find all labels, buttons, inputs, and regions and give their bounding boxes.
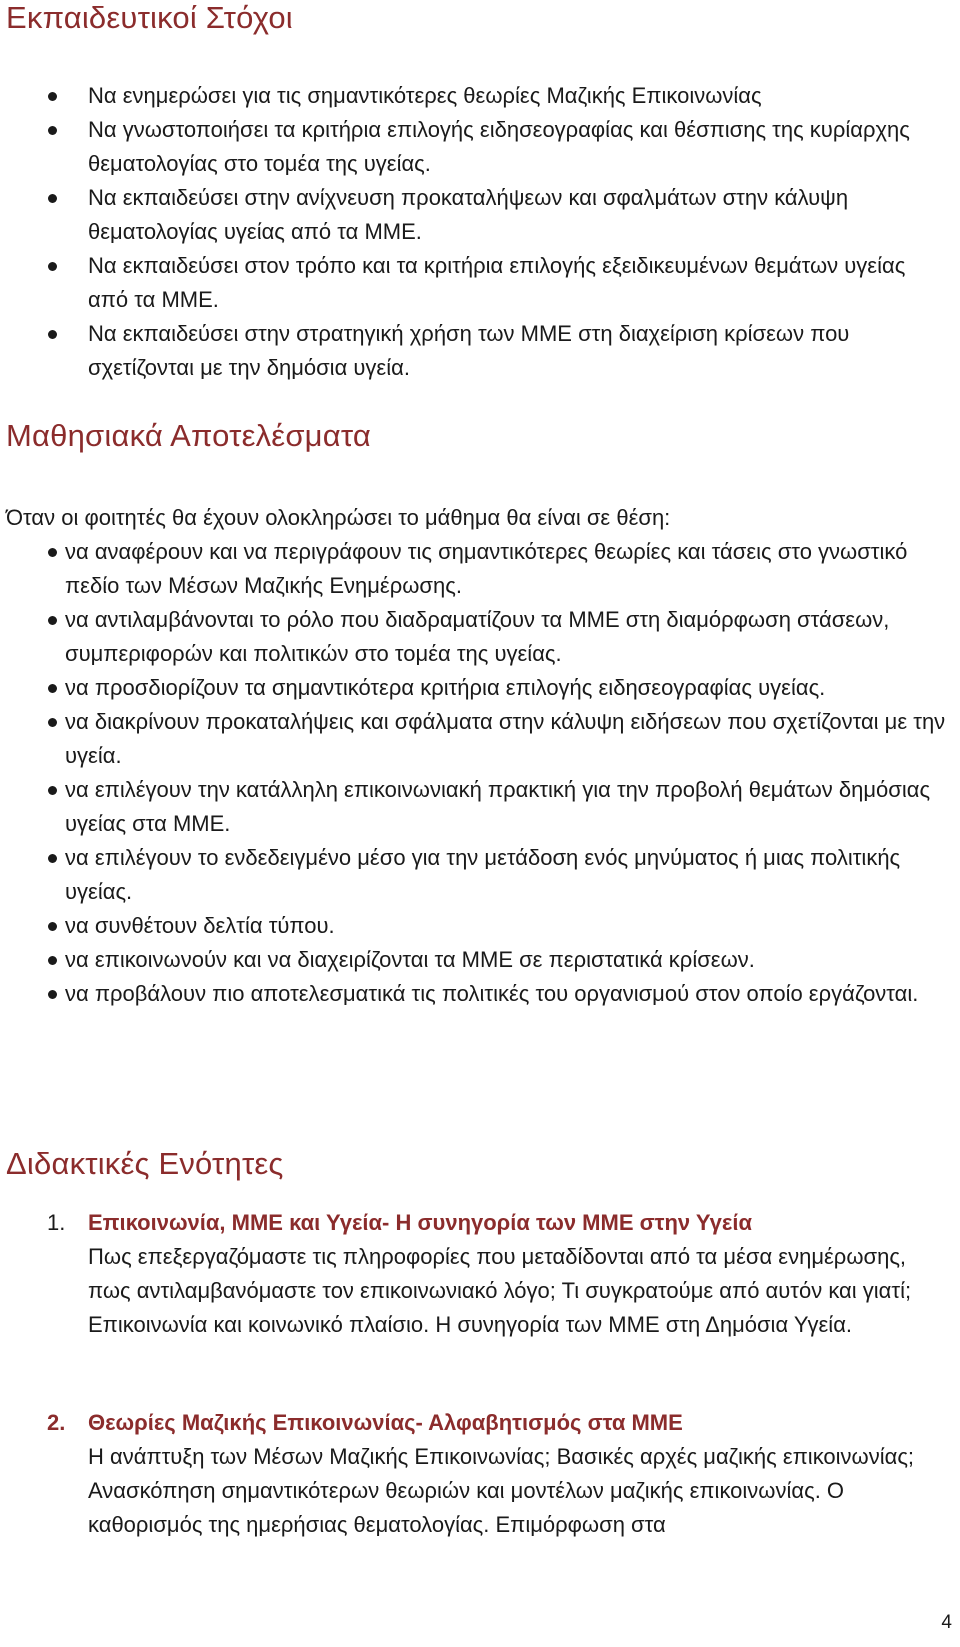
unit-number: 1. — [47, 1210, 66, 1235]
outcomes-list — [65, 535, 955, 1011]
outcomes-heading: Μαθησιακά Αποτελέσματα — [6, 418, 371, 453]
list-item: να επικοινωνούν και να διαχειρίζονται τα ΜΜΕ σε περιστατικά κρίσεων. — [65, 943, 955, 977]
outcomes-intro: Όταν οι φοιτητές θα έχουν ολοκληρώσει το μάθημα θα είναι σε θέση: — [6, 505, 671, 530]
list-item: Να εκπαιδεύσει στην ανίχνευση προκαταλήψεων και σφαλμάτων στην κάλυψη θεματολογίας υγείας από τα ΜΜΕ. — [88, 181, 938, 249]
unit-description: Πως επεξεργαζόμαστε τις πληροφορίες που μεταδίδονται από τα μέσα ενημέρωσης, πως αντιλαμβανόμαστε τον επικοινωνιακό λόγο; Τι συγκρατούμε από αυτόν και γιατί; Επικοινωνία και κοινωνικό πλαίσιο. Η συνηγορία των ΜΜΕ στη Δημόσια Υγεία. — [88, 1244, 912, 1337]
list-item: να προβάλουν πιο αποτελεσματικά τις πολιτικές του οργανισμού στον οποίο εργάζονται. — [65, 977, 955, 1011]
list-item: να επιλέγουν το ενδεδειγμένο μέσο για την μετάδοση ενός μηνύματος ή μιας πολιτικής υγείας. — [65, 841, 955, 909]
page-number: 4 — [941, 1612, 952, 1633]
list-item: να προσδιορίζουν τα σημαντικότερα κριτήρια επιλογής ειδησεογραφίας υγείας. — [65, 671, 955, 705]
objectives-heading: Εκπαιδευτικοί Στόχοι — [6, 0, 293, 35]
list-item: Να γνωστοποιήσει τα κριτήρια επιλογής ειδησεογραφίας και θέσπισης της κυρίαρχης θεματολογίας στο τομέα της υγείας. — [88, 113, 938, 181]
unit-description: Η ανάπτυξη των Μέσων Μαζικής Επικοινωνίας; Βασικές αρχές μαζικής επικοινωνίας; Ανασκόπηση σημαντικότερων θεωριών και μοντέλων μαζικής επικοινωνίας. Ο καθορισμός της ημερήσιας θεματολογίας. Επιμόρφωση στα — [88, 1444, 915, 1537]
unit-title: Θεωρίες Μαζικής Επικοινωνίας- Αλφαβητισμός στα ΜΜΕ — [88, 1410, 683, 1435]
unit-title: Επικοινωνία, ΜΜΕ και Υγεία- Η συνηγορία των ΜΜΕ στην Υγεία — [88, 1210, 752, 1235]
list-item: να συνθέτουν δελτία τύπου. — [65, 909, 955, 943]
list-item: να αντιλαμβάνονται το ρόλο που διαδραματίζουν τα ΜΜΕ στη διαμόρφωση στάσεων, συμπεριφορών και πολιτικών στο τομέα της υγείας. — [65, 603, 955, 671]
list-item: να αναφέρουν και να περιγράφουν τις σημαντικότερες θεωρίες και τάσεις στο γνωστικό πεδίο των Μέσων Μαζικής Ενημέρωσης. — [65, 535, 955, 603]
objectives-list — [88, 79, 938, 385]
list-item: να διακρίνουν προκαταλήψεις και σφάλματα στην κάλυψη ειδήσεων που σχετίζονται με την υγεία. — [65, 705, 955, 773]
list-item: να επιλέγουν την κατάλληλη επικοινωνιακή πρακτική για την προβολή θεμάτων δημόσιας υγείας στα ΜΜΕ. — [65, 773, 955, 841]
list-item: Να εκπαιδεύσει στον τρόπο και τα κριτήρια επιλογής εξειδικευμένων θεμάτων υγείας από τα ΜΜΕ. — [88, 249, 938, 317]
unit-number: 2. — [47, 1410, 66, 1435]
list-item: Να εκπαιδεύσει στην στρατηγική χρήση των ΜΜΕ στη διαχείριση κρίσεων που σχετίζονται με την δημόσια υγεία. — [88, 317, 938, 385]
list-item: Να ενημερώσει για τις σημαντικότερες θεωρίες Μαζικής Επικοινωνίας — [88, 79, 938, 113]
units-heading: Διδακτικές Ενότητες — [6, 1146, 284, 1181]
